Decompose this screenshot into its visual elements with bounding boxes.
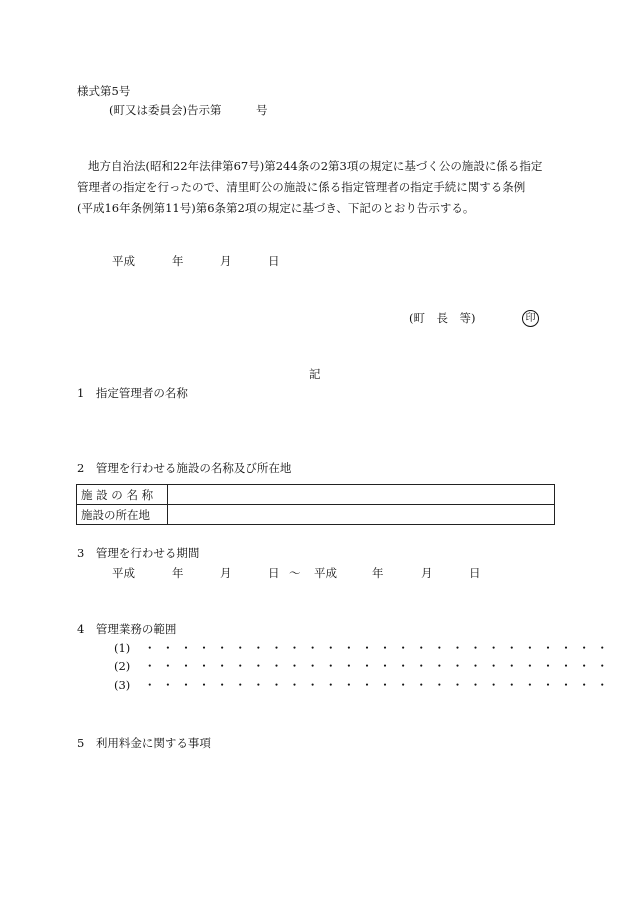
form-number: 様式第5号 bbox=[77, 84, 131, 98]
date-month: 月 bbox=[220, 254, 232, 268]
section-3-title: 3 管理を行わせる期間 bbox=[77, 546, 200, 560]
scope-item-2-num: (2) bbox=[114, 659, 131, 673]
facility-name-value bbox=[168, 485, 555, 505]
section-2-title: 2 管理を行わせる施設の名称及び所在地 bbox=[77, 461, 292, 475]
section-1-title: 1 指定管理者の名称 bbox=[77, 386, 188, 400]
facility-location-label: 施設の所在地 bbox=[77, 505, 168, 525]
scope-item-1-num: (1) bbox=[114, 641, 131, 655]
notice-number: (町又は委員会)告示第 号 bbox=[109, 103, 268, 117]
body-line-3: (平成16年条例第11号)第6条第2項の規定に基づき、下記のとおり告示する。 bbox=[77, 201, 475, 215]
notice-body bbox=[77, 156, 557, 219]
table-row bbox=[77, 505, 555, 525]
table-row bbox=[77, 485, 555, 505]
body-line-1: 地方自治法(昭和22年法律第67号)第244条の2第3項の規定に基づく公の施設に係る指定 bbox=[88, 159, 543, 173]
scope-item-3-dots: ・・・・・・・・・・・・・・・・・・・・・・・・・・ bbox=[144, 678, 615, 692]
period-to-year: 年 bbox=[372, 566, 384, 580]
period-to-era: 平成 bbox=[314, 566, 337, 580]
period-from-month: 月 bbox=[220, 566, 232, 580]
section-5-title: 5 利用料金に関する事項 bbox=[77, 736, 211, 750]
signatory-title: (町 長 等) bbox=[409, 311, 476, 325]
facility-name-label: 施 設 の 名 称 bbox=[77, 485, 168, 505]
period-from-day: 日 bbox=[268, 566, 280, 580]
facility-location-value bbox=[168, 505, 555, 525]
period-to-day: 日 bbox=[469, 566, 481, 580]
date-year: 年 bbox=[172, 254, 184, 268]
seal-mark: 印 bbox=[522, 310, 539, 327]
facility-table bbox=[76, 484, 555, 525]
body-line-2: 管理者の指定を行ったので、清里町公の施設に係る指定管理者の指定手続に関する条例 bbox=[77, 180, 526, 194]
date-era: 平成 bbox=[112, 254, 135, 268]
period-from-era: 平成 bbox=[112, 566, 135, 580]
date-day: 日 bbox=[268, 254, 280, 268]
period-tilde: ～ bbox=[289, 566, 301, 580]
section-4-title: 4 管理業務の範囲 bbox=[77, 622, 177, 636]
period-to-month: 月 bbox=[421, 566, 433, 580]
period-from-year: 年 bbox=[172, 566, 184, 580]
scope-item-1-dots: ・・・・・・・・・・・・・・・・・・・・・・・・・・ bbox=[144, 641, 615, 655]
ki-heading: 記 bbox=[309, 367, 321, 381]
scope-item-3-num: (3) bbox=[114, 678, 131, 692]
scope-item-2-dots: ・・・・・・・・・・・・・・・・・・・・・・・・・・ bbox=[144, 659, 615, 673]
